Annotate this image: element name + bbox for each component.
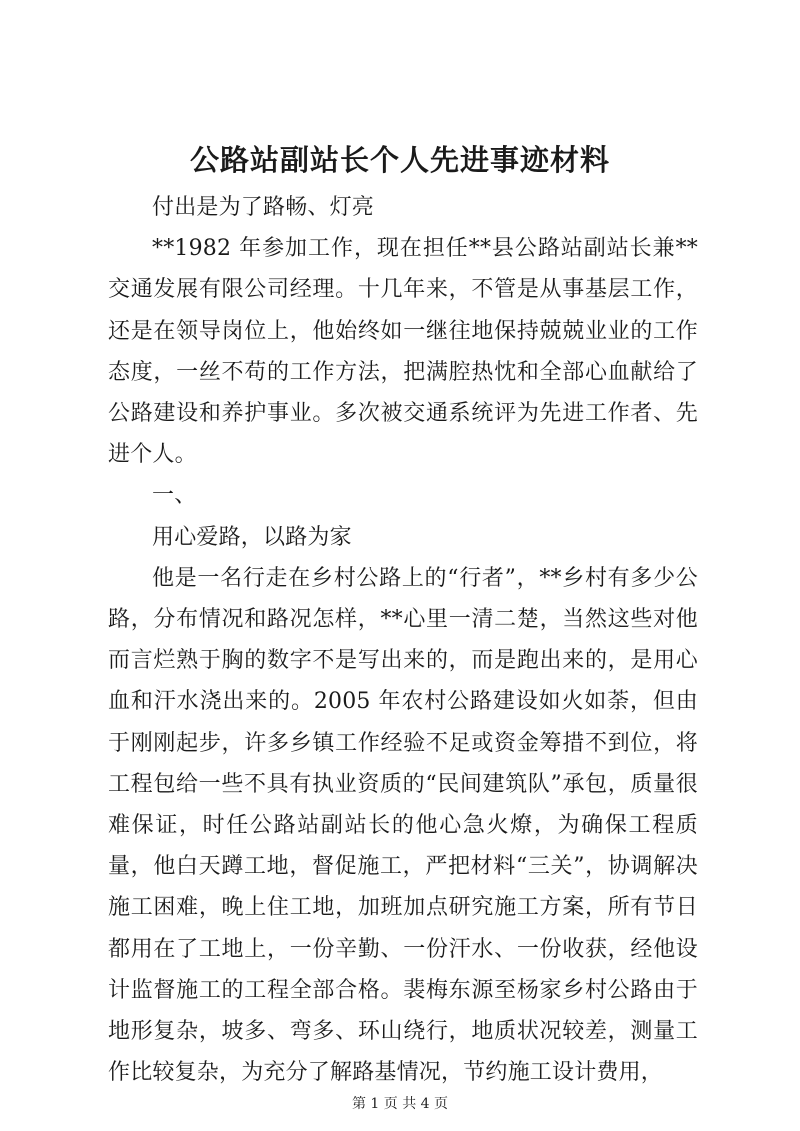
section-number: 一、 xyxy=(152,483,197,509)
document-title: 公路站副站长个人先进事迹材料 xyxy=(189,143,610,177)
section-heading: 用心爱路，以路为家 xyxy=(152,524,352,550)
body-paragraph-2: **1982 年参加工作，现在担任**县公路站副站长兼**交通发展有限公司经理。十几年来，不管是从事基层工作，还是在领导岗位上，他始终如一继往地保持兢兢业业的工作态度，一丝不苟的工作方法，把满腔热忱和全部心血献给了公路建设和养护事业。多次被交通系统评为先进工作者、先进个人。 xyxy=(108,236,698,468)
page-footer: 第 1 页 共 4 页 xyxy=(351,1096,449,1112)
body-paragraph-3: 他是一名行走在乡村公路上的“行者”，**乡村有多少公路，分布情况和路况怎样，**心里一清二楚，当然这些对他而言烂熟于胸的数字不是写出来的，而是跑出来的，是用心血和汗水浇出来的。2005 年农村公路建设如火如荼，但由于刚刚起步，许多乡镇工作经验不足或资金筹措不到位，将工程包给一些不具有执业资质的“民间建筑队”承包，质量很难保证，时任公路站副站长的他心急火燎，为确保工程质量，他白天蹲工地，督促施工，严把材料“三关”，协调解决施工困难，晚上住工地，加班加点研究施工方案，所有节日都用在了工地上，一份辛勤、一份汗水、一份收获，经他设计监督施工的工程全部合格。裴梅东源至杨家乡村公路由于地形复杂，坡多、弯多、环山绕行，地质状况较差，测量工作比较复杂，为充分了解路基情况，节约施工设计费用， xyxy=(108,565,698,1086)
document-body xyxy=(108,187,698,1093)
body-paragraph-1: 付出是为了路畅、灯亮 xyxy=(152,195,375,220)
